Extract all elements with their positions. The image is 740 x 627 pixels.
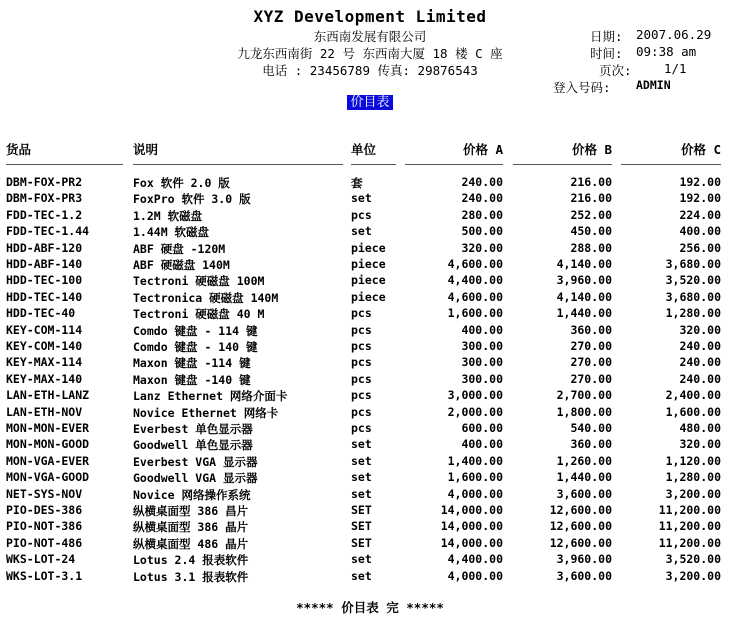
item-description: Fox 软件 2.0 版	[133, 176, 230, 190]
price-c: 3,200.00	[665, 486, 721, 501]
item-code: MON-MON-GOOD	[6, 437, 90, 452]
table-row	[0, 454, 740, 470]
item-description: 纵横桌面型 386 昌片	[133, 504, 249, 518]
item-unit: piece	[351, 273, 386, 288]
price-b: 216.00	[570, 175, 612, 189]
price-b: 4,140.00	[556, 257, 612, 271]
item-unit: set	[351, 486, 372, 501]
table-row	[0, 224, 740, 240]
item-unit: piece	[351, 257, 386, 271]
item-code: KEY-MAX-114	[6, 355, 83, 370]
price-b: 1,260.00	[556, 453, 612, 468]
price-c: 320.00	[679, 322, 721, 337]
header-divider	[351, 164, 396, 165]
price-c: 192.00	[679, 191, 721, 206]
item-unit: set	[351, 470, 372, 485]
table-row	[0, 175, 740, 191]
price-a: 3,000.00	[447, 388, 503, 403]
price-c: 2,400.00	[665, 388, 721, 403]
item-description: Comdo 键盘 - 140 键	[133, 340, 258, 354]
table-row	[0, 503, 740, 519]
table-row	[0, 241, 740, 257]
price-c: 256.00	[679, 240, 721, 255]
price-c: 11,200.00	[658, 503, 721, 517]
price-b: 360.00	[570, 322, 612, 337]
item-description: Lanz Ethernet 网络介面卡	[133, 389, 288, 404]
item-code: MON-VGA-GOOD	[6, 470, 90, 485]
table-row	[0, 437, 740, 453]
price-b: 270.00	[570, 339, 612, 353]
item-code: HDD-TEC-140	[6, 289, 83, 304]
price-b: 1,440.00	[556, 470, 612, 485]
item-code: LAN-ETH-LANZ	[6, 388, 90, 403]
price-b: 1,800.00	[556, 404, 612, 419]
item-unit: piece	[351, 240, 386, 255]
item-description: Goodwell 单色显示器	[133, 438, 253, 453]
item-unit: SET	[351, 535, 372, 550]
item-unit: pcs	[351, 322, 372, 337]
price-b: 12,600.00	[549, 519, 612, 534]
price-a: 1,400.00	[447, 453, 503, 468]
price-b: 3,960.00	[556, 552, 612, 567]
price-b: 360.00	[570, 437, 612, 452]
item-unit: set	[351, 568, 372, 583]
report-footer: ***** 价目表 完 *****	[296, 600, 444, 615]
price-c: 3,200.00	[665, 568, 721, 583]
price-a: 240.00	[461, 191, 503, 206]
item-description: FoxPro 软件 3.0 版	[133, 192, 251, 207]
table-row	[0, 323, 740, 339]
header-divider	[133, 164, 343, 165]
price-a: 14,000.00	[440, 503, 503, 517]
item-code: KEY-COM-114	[6, 322, 83, 337]
item-unit: pcs	[351, 339, 372, 353]
price-a: 4,400.00	[447, 273, 503, 288]
item-unit: pcs	[351, 355, 372, 370]
item-code: PIO-NOT-486	[6, 535, 83, 550]
header-divider	[405, 164, 503, 165]
login-label: 登入号码:	[553, 80, 611, 95]
price-c: 1,280.00	[665, 306, 721, 321]
price-b: 270.00	[570, 355, 612, 370]
table-row	[0, 273, 740, 289]
price-b: 2,700.00	[556, 388, 612, 403]
item-unit: pcs	[351, 404, 372, 419]
item-description: Maxon 键盘 -140 键	[133, 372, 251, 387]
item-description: 1.2M 软磁盘	[133, 208, 203, 223]
header-divider	[6, 164, 123, 165]
item-code: KEY-COM-140	[6, 339, 83, 353]
time-label: 时间:	[590, 46, 623, 61]
item-code: KEY-MAX-140	[6, 371, 83, 386]
item-unit: pcs	[351, 306, 372, 321]
table-row	[0, 372, 740, 388]
price-b: 3,600.00	[556, 568, 612, 583]
table-row	[0, 421, 740, 437]
table-row	[0, 552, 740, 568]
item-description: Everbest VGA 显示器	[133, 454, 258, 469]
company-contact: 电话 : 23456789 传真: 29876543	[262, 63, 478, 78]
page-label: 页次:	[599, 63, 632, 78]
table-row	[0, 339, 740, 355]
price-b: 270.00	[570, 371, 612, 386]
header-divider	[621, 164, 721, 165]
item-code: FDD-TEC-1.2	[6, 207, 83, 222]
table-row	[0, 257, 740, 273]
item-description: Comdo 键盘 - 114 键	[133, 323, 258, 338]
item-unit: pcs	[351, 421, 372, 435]
table-row	[0, 405, 740, 421]
item-code: LAN-ETH-NOV	[6, 404, 83, 419]
item-unit: SET	[351, 519, 372, 534]
price-b: 288.00	[570, 240, 612, 255]
price-c: 1,600.00	[665, 404, 721, 419]
item-unit: set	[351, 191, 372, 206]
table-row	[0, 569, 740, 585]
price-a: 4,000.00	[447, 486, 503, 501]
column-header-price-b: 价格 B	[571, 142, 612, 157]
column-header-price-c: 价格 C	[680, 142, 721, 157]
item-code: PIO-DES-386	[6, 503, 83, 517]
item-code: HDD-TEC-40	[6, 306, 76, 321]
item-description: Tectroni 硬磁盘 100M	[133, 274, 265, 289]
date-label: 日期:	[590, 29, 623, 44]
table-row	[0, 208, 740, 224]
item-code: HDD-ABF-120	[6, 240, 83, 255]
price-b: 12,600.00	[549, 503, 612, 517]
price-a: 14,000.00	[440, 519, 503, 534]
report-title-badge: 价目表	[347, 95, 392, 110]
item-description: Everbest 单色显示器	[133, 422, 253, 436]
item-description: Lotus 2.4 报表软件	[133, 553, 249, 568]
item-unit: piece	[351, 289, 386, 304]
price-c: 3,680.00	[665, 289, 721, 304]
item-unit: pcs	[351, 371, 372, 386]
price-b: 540.00	[570, 421, 612, 435]
price-a: 600.00	[461, 421, 503, 435]
price-a: 320.00	[461, 240, 503, 255]
item-description: Tectroni 硬磁盘 40 M	[133, 307, 265, 322]
price-c: 3,520.00	[665, 552, 721, 567]
table-row	[0, 536, 740, 552]
price-c: 3,680.00	[665, 257, 721, 271]
price-a: 1,600.00	[447, 306, 503, 321]
price-c: 400.00	[679, 224, 721, 239]
item-description: ABF 硬磁盘 140M	[133, 258, 230, 272]
table-row	[0, 191, 740, 207]
item-code: MON-MON-EVER	[6, 421, 90, 435]
price-c: 320.00	[679, 437, 721, 452]
item-description: Novice Ethernet 网络卡	[133, 405, 279, 420]
price-b: 3,600.00	[556, 486, 612, 501]
item-unit: set	[351, 437, 372, 452]
item-unit: pcs	[351, 388, 372, 403]
price-a: 4,400.00	[447, 552, 503, 567]
price-a: 400.00	[461, 437, 503, 452]
company-name-english: XYZ Development Limited	[253, 7, 487, 26]
item-description: Goodwell VGA 显示器	[133, 471, 258, 486]
price-b: 4,140.00	[556, 289, 612, 304]
item-description: 1.44M 软磁盘	[133, 225, 210, 240]
table-row	[0, 470, 740, 486]
table-row	[0, 388, 740, 404]
price-c: 1,120.00	[665, 453, 721, 468]
item-unit: set	[351, 552, 372, 567]
price-a: 4,000.00	[447, 568, 503, 583]
price-a: 240.00	[461, 175, 503, 189]
item-code: FDD-TEC-1.44	[6, 224, 90, 239]
table-row	[0, 355, 740, 371]
item-description: Tectronica 硬磁盘 140M	[133, 290, 279, 305]
price-a: 280.00	[461, 207, 503, 222]
company-name-chinese: 东西南发展有限公司	[313, 29, 427, 44]
price-a: 500.00	[461, 224, 503, 239]
price-a: 1,600.00	[447, 470, 503, 485]
column-header-unit: 单位	[351, 142, 377, 157]
price-c: 240.00	[679, 339, 721, 353]
price-b: 450.00	[570, 224, 612, 239]
price-b: 252.00	[570, 207, 612, 222]
price-a: 2,000.00	[447, 404, 503, 419]
table-row	[0, 306, 740, 322]
item-description: 纵横桌面型 486 晶片	[133, 536, 249, 551]
price-c: 192.00	[679, 175, 721, 189]
item-code: MON-VGA-EVER	[6, 453, 90, 468]
item-unit: pcs	[351, 207, 372, 222]
item-description: ABF 硬盘 -120M	[133, 241, 226, 256]
item-unit: 套	[351, 176, 363, 190]
table-row	[0, 519, 740, 535]
item-description: Novice 网络操作系统	[133, 487, 251, 502]
price-c: 3,520.00	[665, 273, 721, 288]
price-b: 1,440.00	[556, 306, 612, 321]
date-value: 2007.06.29	[636, 27, 712, 42]
item-code: WKS-LOT-3.1	[6, 568, 83, 583]
price-a: 400.00	[461, 322, 503, 337]
item-unit: set	[351, 224, 372, 239]
item-code: HDD-TEC-100	[6, 273, 83, 288]
price-c: 11,200.00	[658, 519, 721, 534]
column-header-price-a: 价格 A	[462, 142, 503, 157]
item-code: DBM-FOX-PR3	[6, 191, 83, 206]
table-row	[0, 290, 740, 306]
time-value: 09:38 am	[636, 44, 697, 59]
table-row	[0, 487, 740, 503]
price-c: 480.00	[679, 421, 721, 435]
price-a: 300.00	[461, 355, 503, 370]
item-unit: SET	[351, 503, 372, 517]
price-c: 11,200.00	[658, 535, 721, 550]
item-code: DBM-FOX-PR2	[6, 175, 83, 189]
item-code: WKS-LOT-24	[6, 552, 76, 567]
item-code: NET-SYS-NOV	[6, 486, 83, 501]
price-c: 224.00	[679, 207, 721, 222]
column-header-description: 说明	[133, 142, 159, 157]
price-b: 216.00	[570, 191, 612, 206]
item-description: Maxon 键盘 -114 键	[133, 356, 251, 371]
price-c: 1,280.00	[665, 470, 721, 485]
price-a: 4,600.00	[447, 289, 503, 304]
price-a: 4,600.00	[447, 257, 503, 271]
price-b: 3,960.00	[556, 273, 612, 288]
price-a: 300.00	[461, 371, 503, 386]
item-code: PIO-NOT-386	[6, 519, 83, 534]
item-description: 纵横桌面型 386 晶片	[133, 520, 249, 535]
item-code: HDD-ABF-140	[6, 257, 83, 271]
page-value: 1/1	[664, 61, 687, 76]
item-unit: set	[351, 453, 372, 468]
price-a: 300.00	[461, 339, 503, 353]
price-c: 240.00	[679, 371, 721, 386]
item-description: Lotus 3.1 报表软件	[133, 569, 249, 584]
column-header-code: 货品	[6, 142, 32, 157]
price-c: 240.00	[679, 355, 721, 370]
header-divider	[513, 164, 612, 165]
price-a: 14,000.00	[440, 535, 503, 550]
price-b: 12,600.00	[549, 535, 612, 550]
company-address: 九龙东西南街 22 号 东西南大厦 18 楼 C 座	[237, 46, 503, 61]
login-value: ADMIN	[636, 78, 671, 92]
